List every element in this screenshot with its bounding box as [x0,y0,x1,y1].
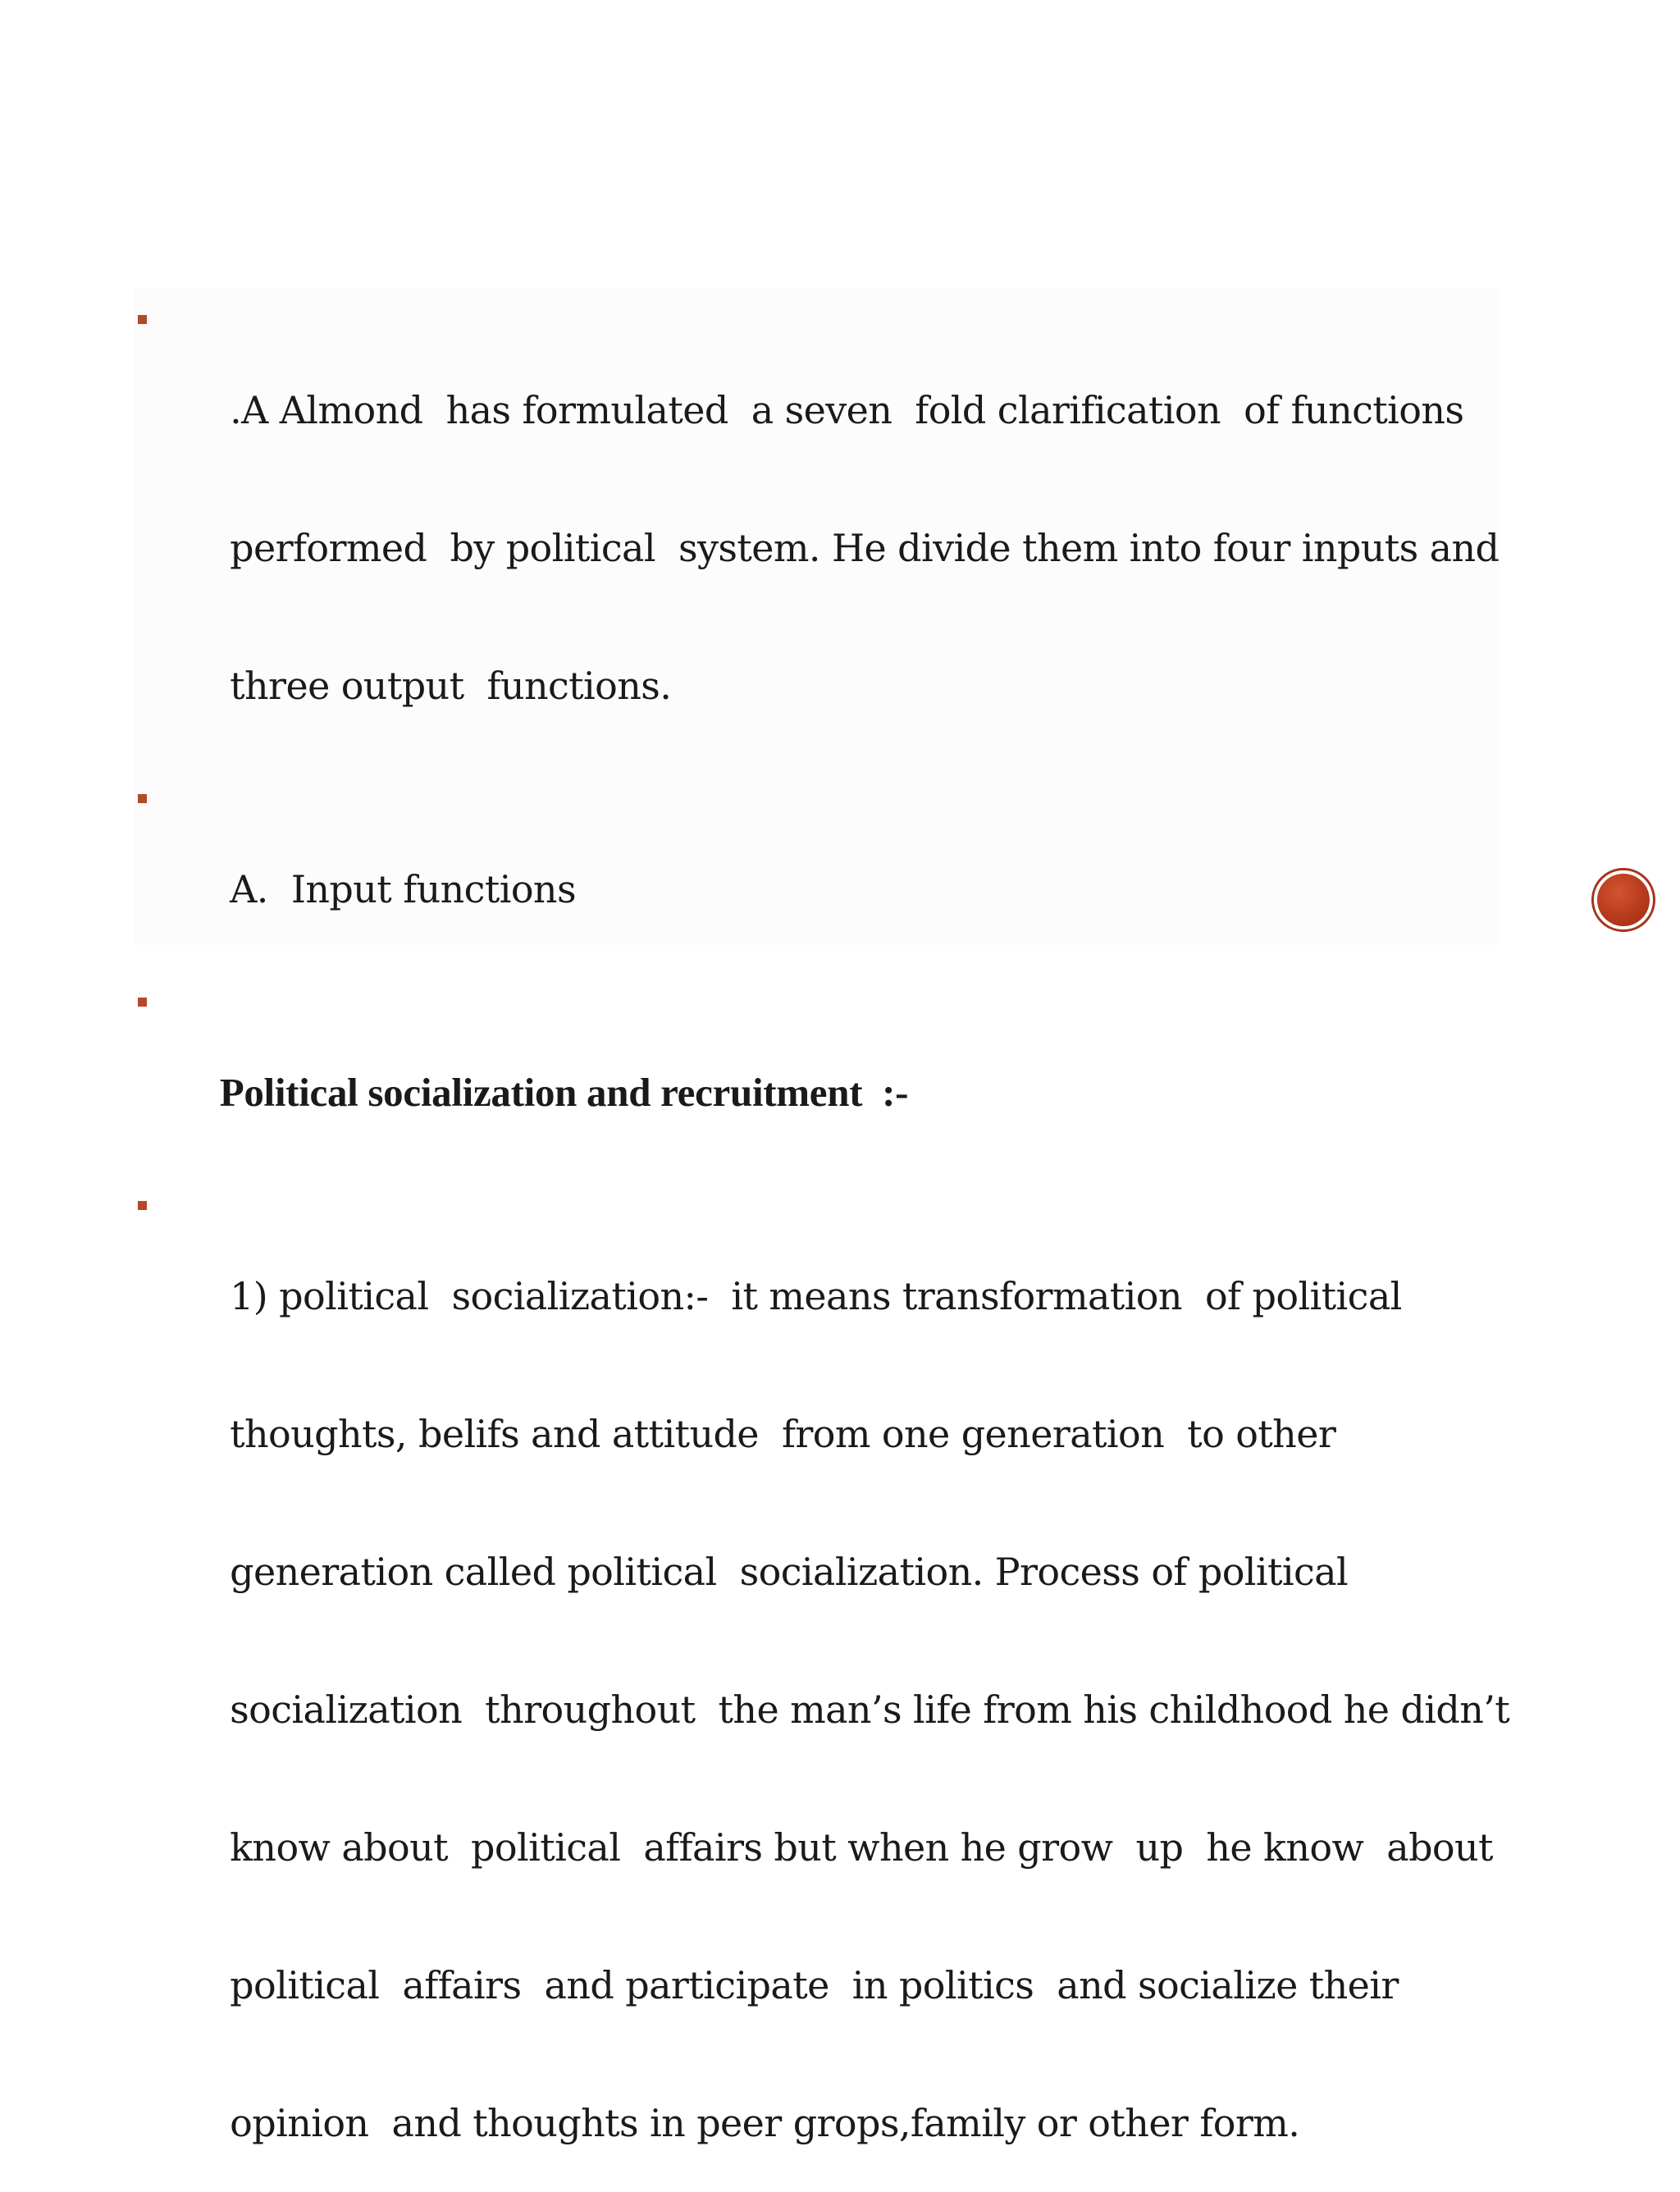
bullet-line: political affairs and participate in politics and socialize their [230,1963,1399,2007]
bullet-line: socialization throughout the man’s life from his childhood he didn’t [230,1687,1510,1732]
bullet-line: generation called political socialization. Process of political [230,1550,1349,1594]
nav-button-fill [1597,874,1650,926]
bullet-line: Political socialization and recruitment :- [219,1070,909,1115]
bullet-square-icon [138,794,147,803]
bullet-square-icon [138,1201,147,1210]
bullet-political-socialization-heading [134,978,1512,1162]
bullet-almond-intro [134,295,1512,755]
bullet-input-functions [134,774,1512,958]
bullet-line: 1) political socialization:- it means transformation of political [230,1274,1402,1318]
bullet-line: three output functions. [230,664,672,708]
bullet-political-socialization-definition [134,1181,1512,2192]
bullet-list [134,295,1512,2192]
circle-navigation-icon[interactable] [1591,868,1655,932]
bullet-line: thoughts, belifs and attitude from one generation to other [230,1412,1336,1456]
bullet-line: performed by political system. He divide them into four inputs and [230,526,1500,570]
bullet-line: know about political affairs but when he grow up he know about [230,1825,1493,1870]
bullet-square-icon [138,998,147,1007]
bullet-line: opinion and thoughts in peer grops,family or other form. [230,2101,1300,2145]
bullet-square-icon [138,315,147,324]
bullet-line: .A Almond has formulated a seven fold clarification of functions [230,388,1464,432]
bullet-line: A. Input functions [230,867,576,911]
